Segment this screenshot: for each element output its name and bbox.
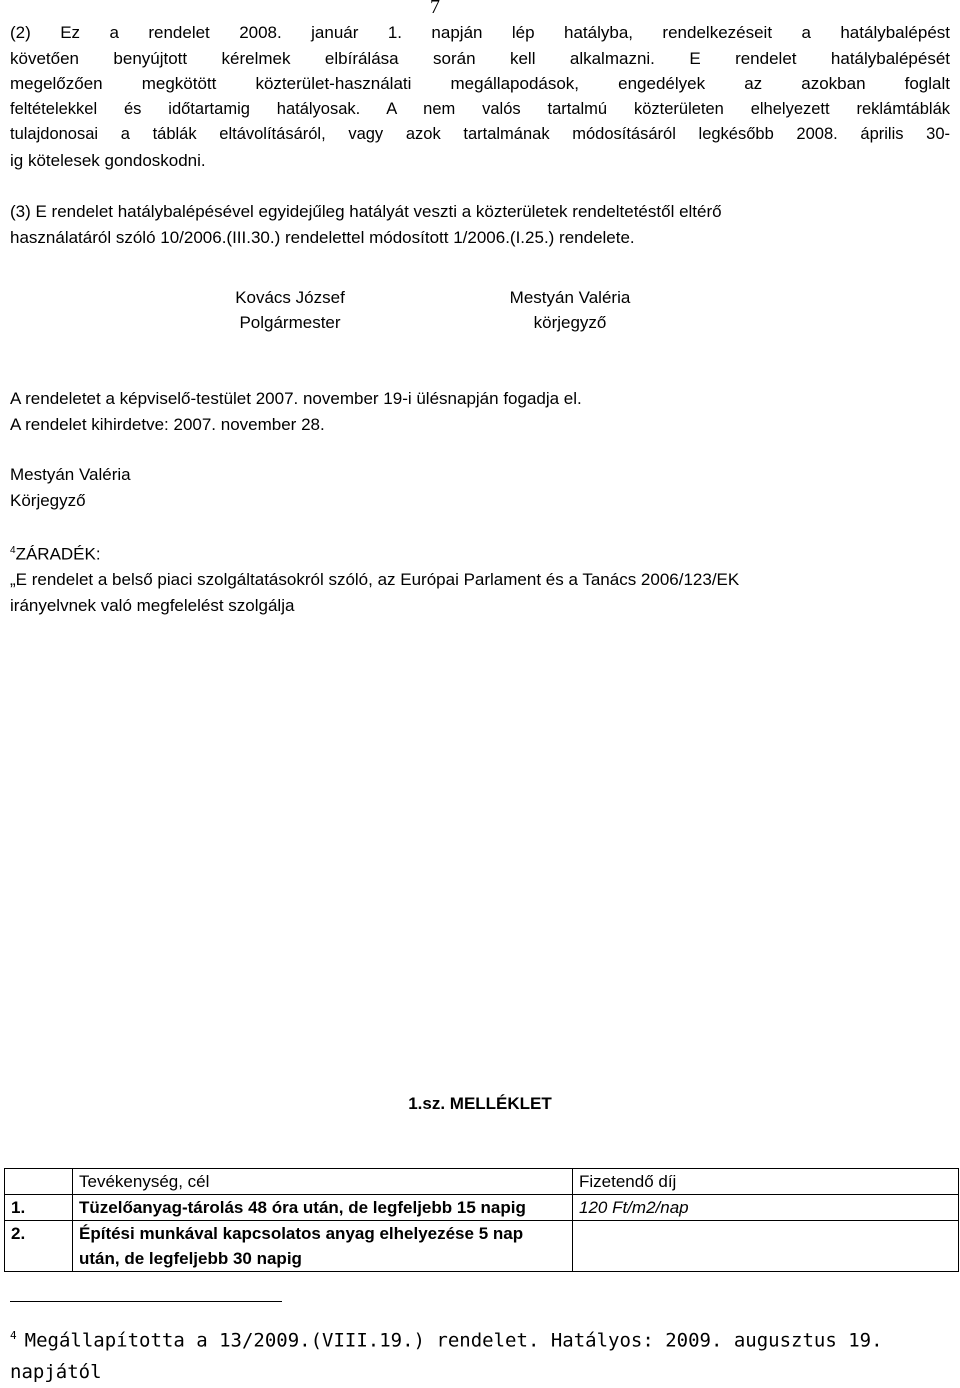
table-row (5, 1221, 959, 1272)
row-fee: 120 Ft/m2/nap (573, 1195, 959, 1221)
notary-sig-name: Mestyán Valéria (509, 288, 631, 307)
notary-block (10, 462, 950, 513)
adoption-line: A rendeletet a képviselő-testület 2007. november 19-i ülésnapján fogadja el. (10, 389, 582, 408)
row-activity: Tüzelőanyag-tárolás 48 óra után, de legfeljebb 15 napig (73, 1195, 573, 1221)
clause-line: „E rendelet a belső piaci szolgáltatásokról szóló, az Európai Parlament és a Tanács 2006/123/EK (10, 570, 740, 590)
paragraph-2-line: (2) Ez a rendelet 2008. január 1. napján lép hatályba, rendelkezéseit a hatálybalépést (10, 23, 950, 42)
row-number: 2. (5, 1221, 73, 1272)
footnote (10, 1320, 950, 1388)
annex-title: 1.sz. MELLÉKLET (408, 1094, 552, 1113)
header-num-cell (5, 1169, 73, 1195)
clause-heading-line (10, 538, 950, 567)
row-number: 1. (5, 1195, 73, 1221)
paragraph-2-line: megelőzően megkötött közterület-használati megállapodások, engedélyek az azokban foglalt (10, 74, 950, 93)
paragraph-2-line: tulajdonosai a táblák eltávolításáról, vagy azok tartalmának módosításáról legkésőbb 2008. április 30- (10, 125, 950, 143)
notary-name: Mestyán Valéria (10, 465, 131, 484)
header-activity: Tevékenység, cél (73, 1169, 573, 1195)
paragraph-3-line: használatáról szóló 10/2006.(III.30.) rendelettel módosított 1/2006.(I.25.) rendelete. (10, 227, 635, 247)
row-activity: Építési munkával kapcsolatos anyag elhelyezése 5 nap után, de legfeljebb 30 napig (73, 1221, 573, 1272)
row-fee (573, 1221, 959, 1272)
paragraph-3-line: (3) E rendelet hatálybalépésével egyidejűleg hatályát veszti a közterületek rendeltetéstől eltérő (10, 202, 722, 221)
notary-signature (470, 285, 670, 335)
paragraph-3 (10, 199, 950, 250)
clause-line: irányelvnek való megfelelést szolgálja (10, 595, 295, 615)
footnote-marker: 4 (10, 1329, 17, 1342)
paragraph-2-line: feltételekkel és időtartamig hatályosak. A nem valós tartalmú közterületen elhelyezett reklámtáblák (10, 99, 950, 118)
paragraph-2-line: ig kötelesek gondoskodni. (10, 150, 206, 170)
table-header-row (5, 1169, 959, 1195)
notary-title: Körjegyző (10, 490, 86, 510)
clause-block (10, 538, 950, 618)
table-row (5, 1195, 959, 1221)
paragraph-2 (10, 20, 950, 173)
paragraph-2-line: követően benyújtott kérelmek elbírálása során kell alkalmazni. E rendelet hatálybalépését (10, 48, 950, 68)
adoption-info (10, 386, 950, 437)
header-fee: Fizetendő díj (573, 1169, 959, 1195)
footnote-text: Megállapította a 13/2009.(VIII.19.) rendelet. Hatályos: 2009. augusztus 19. napjától (10, 1329, 883, 1384)
footnote-separator (10, 1301, 282, 1302)
page-number: 7 (430, 0, 440, 18)
mayor-name: Kovács József (235, 288, 345, 307)
mayor-title: Polgármester (239, 313, 341, 332)
annex-table (4, 1168, 959, 1272)
notary-sig-title: körjegyző (533, 313, 607, 332)
clause-heading: ZÁRADÉK: (15, 544, 101, 564)
mayor-signature (190, 285, 390, 335)
clause-footnote-marker: 4 (10, 545, 16, 556)
promulgation-line: A rendelet kihirdetve: 2007. november 28. (10, 414, 325, 434)
